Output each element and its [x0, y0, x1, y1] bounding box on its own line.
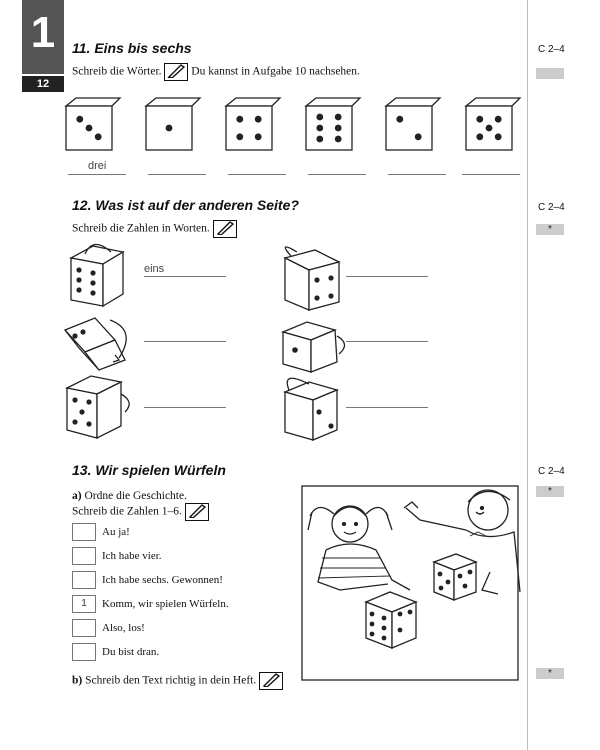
part-b-label: b): [72, 674, 83, 687]
exercise-12-code: C 2–4: [538, 202, 565, 213]
exercise-12-title: 12. Was ist auf der anderen Seite?: [72, 197, 299, 213]
ex12-line-6[interactable]: [346, 406, 428, 408]
die-5: [386, 98, 440, 150]
answer-example: drei: [88, 160, 107, 172]
answer-line-4[interactable]: [308, 173, 366, 175]
exercise-13-badge: *: [536, 486, 564, 497]
order-text: Komm, wir spielen Würfeln.: [102, 598, 229, 610]
order-item: [72, 568, 229, 592]
order-box[interactable]: [72, 619, 96, 637]
pencil-icon: [164, 63, 188, 81]
exercise-12-badge: *: [536, 224, 564, 235]
die-1: [66, 98, 120, 150]
ex12-example-answer: eins: [144, 263, 165, 275]
children-playing-dice-illustration: [300, 472, 522, 682]
answer-line-2[interactable]: [148, 173, 206, 175]
order-text: Du bist dran.: [102, 646, 160, 658]
page-number: 12: [22, 76, 64, 92]
part-a-line1: Ordne die Geschichte.: [84, 490, 187, 502]
exercise-11-title: 11. Eins bis sechs: [72, 40, 192, 56]
die-3d-2: [65, 318, 126, 370]
order-box[interactable]: [72, 523, 96, 541]
part-b-instruction: [72, 672, 283, 690]
order-list: [72, 520, 229, 664]
order-item: [72, 520, 229, 544]
die-3d-3: [67, 376, 129, 438]
girl-figure: [308, 506, 410, 590]
ex12-line-3[interactable]: [144, 406, 226, 408]
order-text: Ich habe vier.: [102, 550, 162, 562]
order-item: [72, 544, 229, 568]
part-b-text: Schreib den Text richtig in dein Heft.: [85, 674, 257, 687]
exercise-11-instruction: [72, 63, 360, 81]
ex12-line-5[interactable]: [346, 340, 428, 342]
pencil-icon: [259, 672, 283, 690]
exercise-12-dice-svg: [55, 240, 455, 450]
exercise-11-code: C 2–4: [538, 44, 565, 55]
exercise-12-instruction: [72, 220, 237, 238]
unit-number-tab: 1: [22, 0, 64, 74]
order-text: Ich habe sechs. Gewonnen!: [102, 574, 223, 586]
ex12-line-2[interactable]: [144, 340, 226, 342]
part-a-line2: Schreib die Zahlen 1–6.: [72, 505, 182, 518]
ex12-line-1[interactable]: [144, 275, 226, 277]
illustration-dice-1: [434, 554, 476, 600]
die-3d-4: [285, 247, 339, 310]
dice-row-svg: [60, 96, 530, 160]
die-4: [306, 98, 360, 150]
order-item: [72, 616, 229, 640]
die-6: [466, 98, 520, 150]
pencil-icon: [185, 503, 209, 521]
answer-line-3[interactable]: [228, 173, 286, 175]
die-2: [146, 98, 200, 150]
order-text: Also, los!: [102, 622, 145, 634]
answer-line-5[interactable]: [388, 173, 446, 175]
ex12-line-4[interactable]: [346, 275, 428, 277]
order-box[interactable]: [72, 547, 96, 565]
order-item: [72, 592, 229, 616]
order-item: [72, 640, 229, 664]
answer-line-6[interactable]: [462, 173, 520, 175]
die-3d-5: [283, 322, 345, 372]
exercise-13-badge-b: *: [536, 668, 564, 679]
instruction-text-2: Du kannst in Aufgabe 10 nachsehen.: [191, 65, 360, 78]
order-text: Au ja!: [102, 526, 130, 538]
illustration-dice-2: [366, 592, 416, 648]
die-3d-1: [71, 244, 123, 306]
instruction-text: Schreib die Zahlen in Worten.: [72, 222, 210, 235]
order-box[interactable]: [72, 643, 96, 661]
order-box[interactable]: 1: [72, 595, 96, 613]
die-3: [226, 98, 280, 150]
answer-line-1[interactable]: [68, 173, 126, 175]
exercise-11-margin-box: [536, 68, 564, 79]
exercise-13-title: 13. Wir spielen Würfeln: [72, 462, 226, 478]
part-a-instruction: [72, 490, 209, 521]
die-3d-6: [285, 378, 337, 440]
order-box[interactable]: [72, 571, 96, 589]
pencil-icon: [213, 220, 237, 238]
instruction-text: Schreib die Wörter.: [72, 65, 162, 78]
part-a-label: a): [72, 490, 82, 502]
exercise-13-code: C 2–4: [538, 466, 565, 477]
